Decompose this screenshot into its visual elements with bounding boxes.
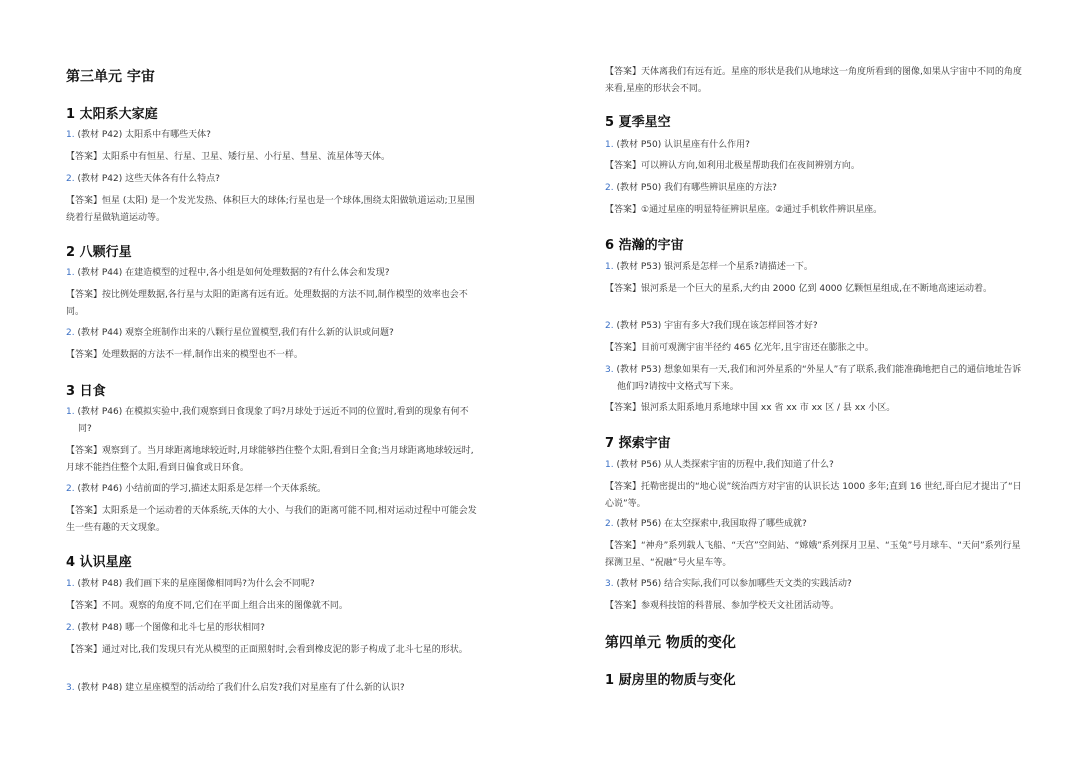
question-number: 1.: [605, 140, 614, 150]
question-text: (教材 P44) 观察全班制作出来的八颗行星位置模型,我们有什么新的认识或问题?: [77, 328, 394, 338]
question-6-3: [605, 362, 1025, 396]
question-number: 1.: [605, 262, 614, 272]
question-text: (教材 P56) 在太空探索中,我国取得了哪些成就?: [616, 519, 807, 529]
question-number: 1.: [66, 407, 75, 417]
question-number: 1.: [66, 130, 75, 140]
question-1-2: [66, 171, 480, 188]
question-text: (教材 P53) 想象如果有一天,我们和河外星系的“外星人”有了联系,我们能准确地把自己的通信地址告诉他们吗?请按中文格式写下来。: [616, 365, 1022, 392]
question-text: (教材 P48) 建立星座模型的活动给了我们什么启发?我们对星座有了什么新的认识?: [77, 683, 405, 693]
question-2-2: [66, 325, 480, 342]
question-4-3: [66, 680, 480, 697]
unit4-title: 第四单元 物质的变化: [605, 635, 736, 651]
answer-3-1: 【答案】观察到了。当月球距离地球较近时,月球能够挡住整个太阳,看到日全食;当月球距离地球较远时,月球不能挡住整个太阳,看到日偏食或日环食。: [66, 446, 474, 473]
question-5-2: [605, 180, 1025, 197]
section-6-title: 6 浩瀚的宇宙: [605, 238, 684, 253]
question-4-2: [66, 620, 480, 637]
answer-7-1: 【答案】托勒密提出的“地心说”统治西方对宇宙的认识长达 1000 多年;直到 16 世纪,哥白尼才提出了“日心说”等。: [605, 482, 1022, 509]
question-number: 3.: [605, 579, 614, 589]
question-5-1: [605, 137, 1025, 154]
answer-7-3: 【答案】参观科技馆的科普展、参加学校天文社团活动等。: [605, 601, 840, 611]
section-4-title: 4 认识星座: [66, 555, 132, 570]
question-4-1: [66, 576, 480, 593]
answer-6-1: 【答案】银河系是一个巨大的星系,大约由 2000 亿到 4000 亿颗恒星组成,在不断地高速运动着。: [605, 284, 992, 294]
answer-6-3: 【答案】银河系太阳系地月系地球中国 xx 省 xx 市 xx 区 / 县 xx 小区。: [605, 403, 896, 413]
question-number: 3.: [66, 683, 75, 693]
question-text: (教材 P50) 我们有哪些辨识星座的方法?: [616, 183, 777, 193]
question-7-3: [605, 576, 1025, 593]
question-text: (教材 P46) 在模拟实验中,我们观察到日食现象了吗?月球处于远近不同的位置时,看到的现象有何不同?: [77, 407, 469, 434]
section-1-title: 1 太阳系大家庭: [66, 107, 158, 122]
question-3-1: [66, 404, 480, 438]
answer-2-1: 【答案】按比例处理数据,各行星与太阳的距离有远有近。处理数据的方法不同,制作模型的效率也会不同。: [66, 290, 468, 317]
question-number: 2.: [605, 519, 614, 529]
question-number: 2.: [66, 484, 75, 494]
section-7-title: 7 探索宇宙: [605, 436, 671, 451]
question-text: (教材 P56) 从人类探索宇宙的历程中,我们知道了什么?: [616, 460, 834, 470]
question-6-1: [605, 259, 1025, 276]
question-number: 2.: [605, 183, 614, 193]
question-7-1: [605, 457, 1025, 474]
section-2-title: 2 八颗行星: [66, 245, 132, 260]
question-text: (教材 P48) 我们画下来的星座图像相同吗?为什么会不同呢?: [77, 579, 315, 589]
question-text: (教材 P44) 在建造模型的过程中,各小组是如何处理数据的?有什么体会和发现?: [77, 268, 390, 278]
question-text: (教材 P42) 这些天体各有什么特点?: [77, 174, 220, 184]
answer-5-2: 【答案】①通过星座的明显特征辨识星座。②通过手机软件辨识星座。: [605, 205, 883, 215]
answer-3-2: 【答案】太阳系是一个运动着的天体系统,天体的大小、与我们的距离可能不同,相对运动过程中可能会发生一些有趣的天文现象。: [66, 506, 477, 533]
unit3-title: 第三单元 宇宙: [66, 69, 155, 85]
question-text: (教材 P42) 太阳系中有哪些天体?: [77, 130, 211, 140]
question-number: 2.: [66, 174, 75, 184]
answer-6-2: 【答案】目前可观测宇宙半径约 465 亿光年,且宇宙还在膨胀之中。: [605, 343, 874, 353]
question-text: (教材 P50) 认识星座有什么作用?: [616, 140, 750, 150]
question-text: (教材 P56) 结合实际,我们可以参加哪些天文类的实践活动?: [616, 579, 852, 589]
answer-2-2: 【答案】处理数据的方法不一样,制作出来的模型也不一样。: [66, 350, 303, 360]
question-number: 2.: [605, 321, 614, 331]
question-text: (教材 P46) 小结前面的学习,描述太阳系是怎样一个天体系统。: [77, 484, 326, 494]
question-text: (教材 P53) 宇宙有多大?我们现在该怎样回答才好?: [616, 321, 818, 331]
answer-4-1: 【答案】不同。观察的角度不同,它们在平面上组合出来的图像就不同。: [66, 601, 348, 611]
answer-4-3: 【答案】天体离我们有远有近。星座的形状是我们从地球这一角度所看到的图像,如果从宇宙中不同的角度来看,星座的形状会不同。: [605, 67, 1022, 94]
answer-4-2: 【答案】通过对比,我们发现只有光从模型的正面照射时,会看到橡皮泥的影子构成了北斗七星的形状。: [66, 645, 468, 655]
section-5-title: 5 夏季星空: [605, 115, 671, 130]
answer-1-1: 【答案】太阳系中有恒星、行星、卫星、矮行星、小行星、彗星、流星体等天体。: [66, 152, 391, 162]
question-number: 2.: [66, 328, 75, 338]
answer-7-2: 【答案】“神舟”系列载人飞船、“天宫”空间站、“嫦娥”系列探月卫星、“玉兔”号月球车、“天问”系列行星探测卫星、“祝融”号火星车等。: [605, 541, 1021, 568]
question-number: 1.: [66, 268, 75, 278]
answer-5-1: 【答案】可以辨认方向,如利用北极星帮助我们在夜间辨别方向。: [605, 161, 860, 171]
question-3-2: [66, 481, 480, 498]
question-number: 1.: [605, 460, 614, 470]
question-text: (教材 P53) 银河系是怎样一个星系?请描述一下。: [616, 262, 813, 272]
question-number: 3.: [605, 365, 614, 375]
question-1-1: [66, 127, 480, 144]
question-2-1: [66, 265, 480, 282]
question-number: 2.: [66, 623, 75, 633]
question-text: (教材 P48) 哪一个图像和北斗七星的形状相同?: [77, 623, 265, 633]
question-number: 1.: [66, 579, 75, 589]
unit4-section-1-title: 1 厨房里的物质与变化: [605, 673, 736, 688]
section-3-title: 3 日食: [66, 384, 106, 399]
question-6-2: [605, 318, 1025, 335]
question-7-2: [605, 516, 1025, 533]
answer-1-2: 【答案】恒星 (太阳) 是一个发光发热、体积巨大的球体;行星也是一个球体,围绕太阳做轨道运动;卫星围绕着行星做轨道运动等。: [66, 196, 475, 223]
